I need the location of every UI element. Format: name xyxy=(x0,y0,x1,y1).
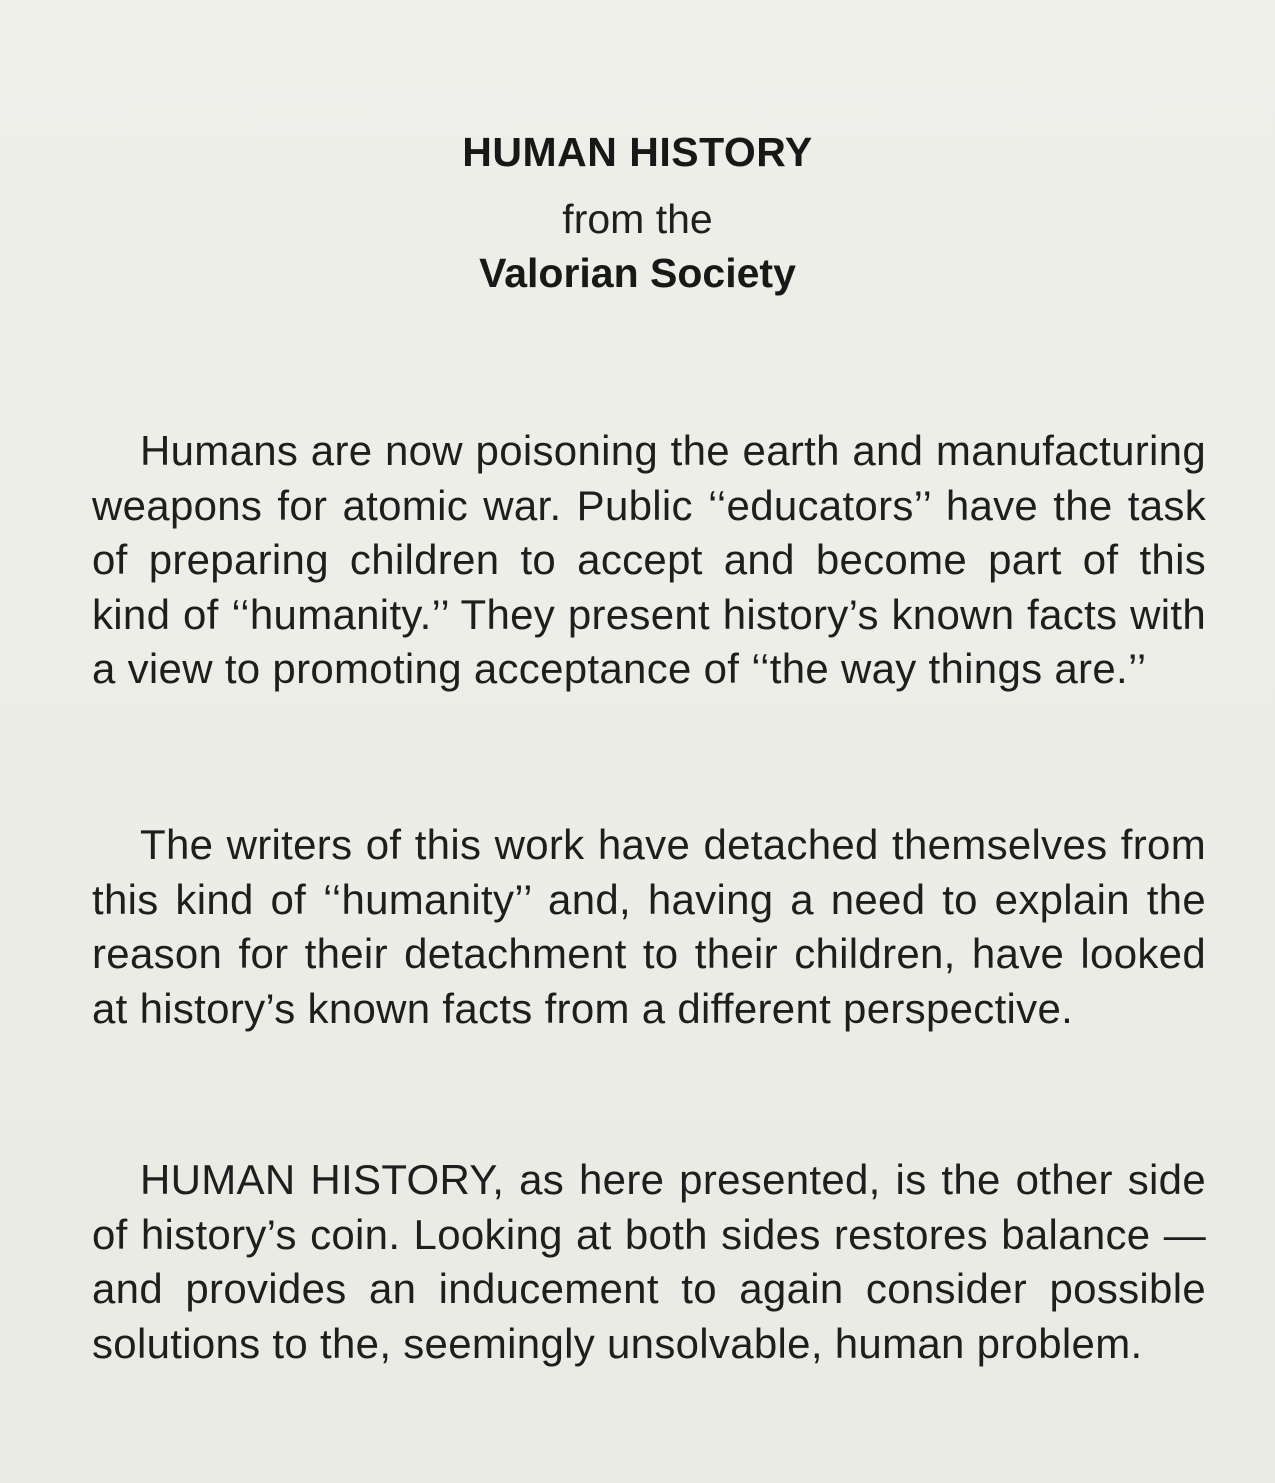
subtitle-from: from the xyxy=(562,196,713,242)
paragraph-3: HUMAN HISTORY, as here presented, is the other side of history’s coin. Looking at both sides restores balance — and provides an inducement to again consider possible solutions to the, seemingly unsolvable, human problem. xyxy=(92,1156,1206,1367)
paragraph-block-3 xyxy=(92,1153,1206,1371)
paragraph-2: The writers of this work have detached themselves from this kind of ‘‘humanity’’ and, having a need to explain the reason for their detachment to their children, have looked at history’s known facts from a different perspective. xyxy=(92,821,1206,1032)
society-name: Valorian Society xyxy=(479,250,796,296)
title-block xyxy=(0,122,1275,298)
paragraph-block-1 xyxy=(92,424,1206,697)
paragraph-block-2 xyxy=(92,818,1206,1036)
paragraph-1: Humans are now poisoning the earth and manufacturing weapons for atomic war. Public ‘‘educators’’ have the task of preparing children to accept and become part of this kind of ‘‘humanity.’’ They present history’s known facts with a view to promoting acceptance of ‘‘the way things are.’’ xyxy=(92,427,1206,692)
page-title: HUMAN HISTORY xyxy=(462,129,813,175)
